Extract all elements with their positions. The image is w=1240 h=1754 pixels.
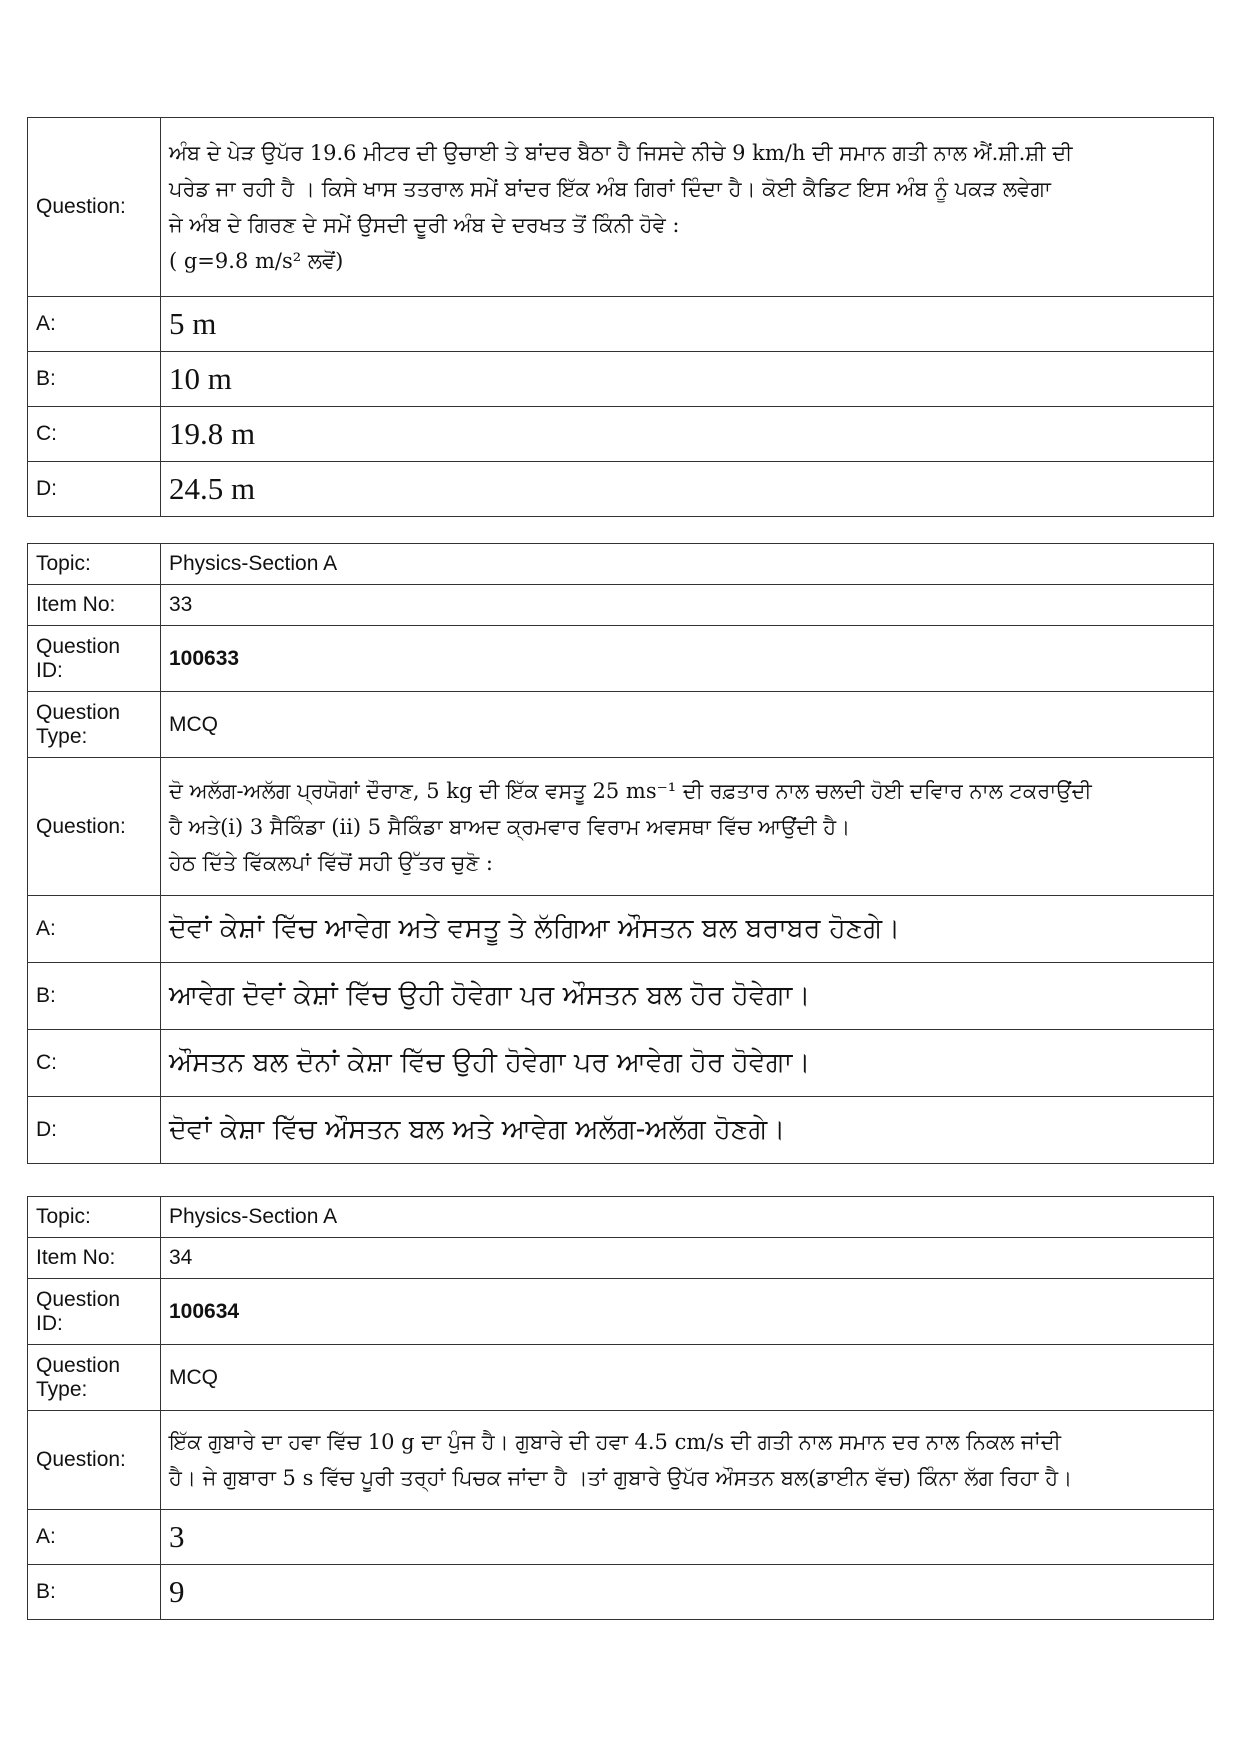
option-row-a (28, 1510, 1214, 1565)
question-id-row (28, 626, 1214, 692)
topic-value: Physics-Section A (161, 1197, 1214, 1238)
question-type-label: Question Type: (28, 692, 161, 758)
option-row-a (28, 297, 1214, 352)
option-row-d (28, 1097, 1214, 1164)
item-no-label: Item No: (28, 585, 161, 626)
option-text-b: 10 m (161, 352, 1214, 407)
item-no-value: 34 (161, 1238, 1214, 1279)
question-block-33 (27, 543, 1214, 1164)
question-type-row (28, 1345, 1214, 1411)
question-text (161, 1411, 1214, 1510)
option-label-b: B: (28, 1565, 161, 1620)
question-type-label: Question Type: (28, 1345, 161, 1411)
topic-row (28, 1197, 1214, 1238)
option-row-c (28, 1030, 1214, 1097)
question-text (161, 118, 1214, 297)
topic-label: Topic: (28, 1197, 161, 1238)
option-text-a: ਦੋਵਾਂ ਕੇਸ਼ਾਂ ਵਿੱਚ ਆਵੇਗ ਅਤੇ ਵਸਤੂ ਤੇ ਲੱਗਿਆ ਔਸਤਨ ਬਲ ਬਰਾਬਰ ਹੋਣਗੇ। (161, 896, 1214, 963)
topic-row (28, 544, 1214, 585)
option-text-d: 24.5 m (161, 462, 1214, 517)
question-row (28, 758, 1214, 896)
item-no-label: Item No: (28, 1238, 161, 1279)
option-label-d: D: (28, 1097, 161, 1164)
option-label-b: B: (28, 352, 161, 407)
question-line: ਹੈ ਅਤੇ(i) 3 ਸੈਕਿੰਡਾ (ii) 5 ਸੈਕਿੰਡਾ ਬਾਅਦ ਕ੍ਰਮਵਾਰ ਵਿਰਾਮ ਅਵਸਥਾ ਵਿੱਚ ਆਉਂਦੀ ਹੈ। (169, 814, 851, 839)
option-label-d: D: (28, 462, 161, 517)
option-text-d: ਦੋਵਾਂ ਕੇਸ਼ਾ ਵਿੱਚ ਔਸਤਨ ਬਲ ਅਤੇ ਆਵੇਗ ਅਲੱਗ-ਅਲੱਗ ਹੋਣਗੇ। (161, 1097, 1214, 1164)
option-row-c (28, 407, 1214, 462)
option-row-a (28, 896, 1214, 963)
option-row-b (28, 963, 1214, 1030)
option-text-c: 19.8 m (161, 407, 1214, 462)
question-id-value: 100634 (161, 1279, 1214, 1345)
question-label: Question: (28, 758, 161, 896)
option-text-b: ਆਵੇਗ ਦੋਵਾਂ ਕੇਸ਼ਾਂ ਵਿੱਚ ਉਹੀ ਹੋਵੇਗਾ ਪਰ ਔਸਤਨ ਬਲ ਹੋਰ ਹੋਵੇਗਾ। (161, 963, 1214, 1030)
option-label-a: A: (28, 896, 161, 963)
question-label: Question: (28, 118, 161, 297)
question-id-label: Question ID: (28, 1279, 161, 1345)
topic-label: Topic: (28, 544, 161, 585)
option-text-a: 5 m (161, 297, 1214, 352)
question-block-34 (27, 1196, 1214, 1620)
option-text-c: ਔਸਤਨ ਬਲ ਦੋਨਾਂ ਕੇਸ਼ਾ ਵਿੱਚ ਉਹੀ ਹੋਵੇਗਾ ਪਰ ਆਵੇਗ ਹੋਰ ਹੋਵੇਗਾ। (161, 1030, 1214, 1097)
question-id-row (28, 1279, 1214, 1345)
item-no-value: 33 (161, 585, 1214, 626)
option-label-a: A: (28, 1510, 161, 1565)
question-text (161, 758, 1214, 896)
option-text-b: 9 (161, 1565, 1214, 1620)
option-label-c: C: (28, 407, 161, 462)
question-line: ਹੈ। ਜੇ ਗੁਬਾਰਾ 5 s ਵਿੱਚ ਪੂਰੀ ਤਰ੍ਹਾਂ ਪਿਚਕ ਜਾਂਦਾ ਹੈ ।ਤਾਂ ਗੁਬਾਰੇ ਉਪੱਰ ਔਸਤਨ ਬਲ(ਡਾਈਨ ਵੱਚ) ਕਿੰਨਾ ਲੱਗ ਰਿਹਾ ਹੈ। (169, 1466, 1073, 1490)
option-label-b: B: (28, 963, 161, 1030)
question-line: ਦੋ ਅਲੱਗ-ਅਲੱਗ ਪ੍ਰਯੋਗਾਂ ਦੌਰਾਣ, 5 kg ਦੀ ਇੱਕ ਵਸਤੂ 25 ms⁻¹ ਦੀ ਰਫ਼ਤਾਰ ਨਾਲ ਚਲਦੀ ਹੋਈ ਦਵਿਾਰ ਨਾਲ ਟਕਰਾਉਂਦੀ (169, 778, 1092, 803)
item-no-row (28, 1238, 1214, 1279)
question-line: ( g=9.8 m/s² ਲਵੋਂ) (169, 249, 344, 273)
option-row-b (28, 1565, 1214, 1620)
option-row-d (28, 462, 1214, 517)
question-id-value: 100633 (161, 626, 1214, 692)
topic-value: Physics-Section A (161, 544, 1214, 585)
option-text-a: 3 (161, 1510, 1214, 1565)
question-line: ਇੱਕ ਗੁਬਾਰੇ ਦਾ ਹਵਾ ਵਿੱਚ 10 g ਦਾ ਪੁੰਜ ਹੈ। ਗੁਬਾਰੇ ਦੀ ਹਵਾ 4.5 cm/s ਦੀ ਗਤੀ ਨਾਲ ਸਮਾਨ ਦਰ ਨਾਲ ਨਿਕਲ ਜਾਂਦੀ (169, 1430, 1061, 1454)
option-label-c: C: (28, 1030, 161, 1097)
question-block-32 (27, 117, 1214, 517)
question-line: ਹੇਠ ਦਿੱਤੇ ਵਿੱਕਲਪਾਂ ਵਿੱਚੋਂ ਸਹੀ ਉੱਤਰ ਚੁਣੋ : (169, 850, 493, 875)
question-type-row (28, 692, 1214, 758)
question-line: ਪਰੇਡ ਜਾ ਰਹੀ ਹੈ । ਕਿਸੇ ਖਾਸ ਤਤਰਾਲ ਸਮੇਂ ਬਾਂਦਰ ਇੱਕ ਅੰਬ ਗਿਰਾਂ ਦਿੰਦਾ ਹੈ। ਕੋਈ ਕੈਡਿਟ ਇਸ ਅੰਬ ਨੂੰ ਪਕੜ ਲਵੇਗਾ (169, 177, 1051, 201)
option-label-a: A: (28, 297, 161, 352)
question-type-value: MCQ (161, 1345, 1214, 1411)
question-line: ਜੇ ਅੰਬ ਦੇ ਗਿਰਣ ਦੇ ਸਮੇਂ ਉਸਦੀ ਦੂਰੀ ਅੰਬ ਦੇ ਦਰਖਤ ਤੋਂ ਕਿੰਨੀ ਹੋਵੇ : (169, 213, 680, 237)
item-no-row (28, 585, 1214, 626)
question-id-label: Question ID: (28, 626, 161, 692)
question-row (28, 118, 1214, 297)
question-label: Question: (28, 1411, 161, 1510)
option-row-b (28, 352, 1214, 407)
question-line: ਅੰਬ ਦੇ ਪੇੜ ਉਪੱਰ 19.6 ਮੀਟਰ ਦੀ ਉਚਾਈ ਤੇ ਬਾਂਦਰ ਬੈਠਾ ਹੈ ਜਿਸਦੇ ਨੀਚੇ 9 km/h ਦੀ ਸਮਾਨ ਗਤੀ ਨਾਲ ਐਂ.ਸ਼ੀ.ਸ਼ੀ ਦੀ (169, 141, 1073, 165)
question-row (28, 1411, 1214, 1510)
question-type-value: MCQ (161, 692, 1214, 758)
